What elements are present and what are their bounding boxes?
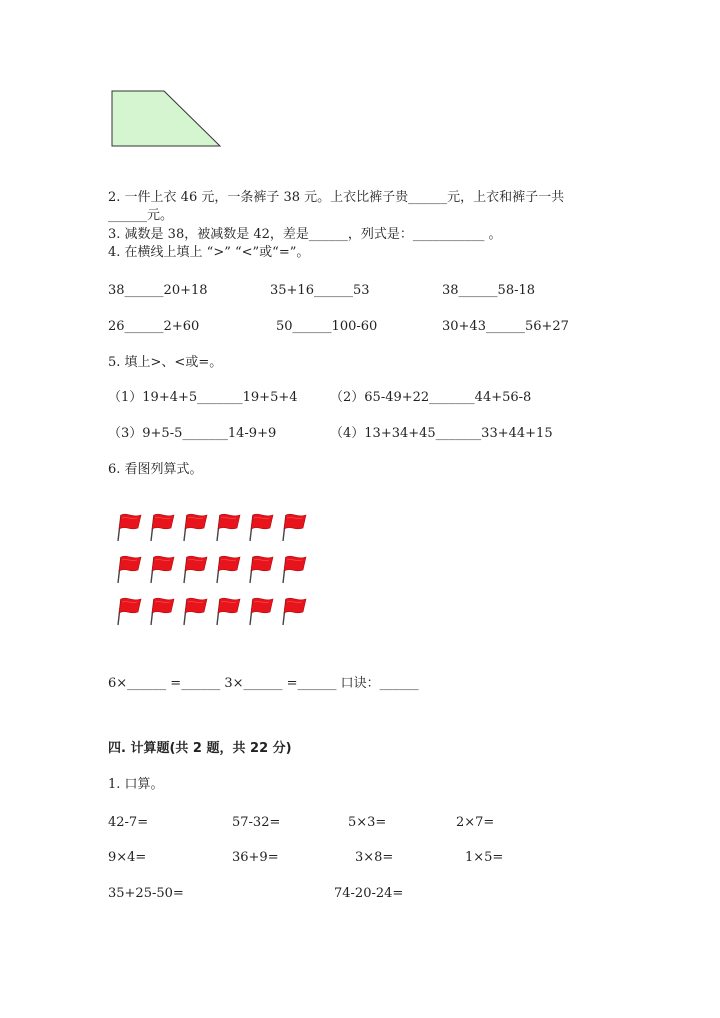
calc-row1-item4: 2×7= xyxy=(456,815,495,830)
section4-heading: 四. 计算题(共 2 题，共 22 分) xyxy=(108,741,292,756)
red-flag-icon xyxy=(116,554,144,584)
q4-title: 4. 在横线上填上 “>” “<”或“=”。 xyxy=(108,245,310,260)
q6-title: 6. 看图列算式。 xyxy=(108,462,203,477)
calc-row2-item2: 36+9= xyxy=(232,850,279,865)
calc-row2-item4: 1×5= xyxy=(465,850,504,865)
trapezoid-figure xyxy=(110,88,224,150)
q4-row1-item1: 38______20+18 xyxy=(108,283,208,298)
q6-answer-line: 6×______ =______ 3×______ =______ 口诀：______ xyxy=(108,676,419,691)
red-flag-icon xyxy=(116,596,144,626)
q2-line1: 2. 一件上衣 46 元，一条裤子 38 元。上衣比裤子贵______元，上衣和裤子一共 xyxy=(108,190,565,205)
red-flag-icon xyxy=(149,512,177,542)
red-flag-icon xyxy=(248,512,276,542)
q2-line2: ______元。 xyxy=(108,208,174,223)
calc-row2-item1: 9×4= xyxy=(108,850,147,865)
q5-item3: （3）9+5-5_______14-9+9 xyxy=(108,426,277,441)
calc-row1-item1: 42-7= xyxy=(108,815,149,830)
q5-item4: （4）13+34+45_______33+44+15 xyxy=(330,426,553,441)
calc-row3-item1: 35+25-50= xyxy=(108,886,184,901)
red-flag-icon xyxy=(182,554,210,584)
calc-row1-item3: 5×3= xyxy=(348,815,387,830)
section4-q1-title: 1. 口算。 xyxy=(108,777,164,792)
red-flag-icon xyxy=(182,596,210,626)
q4-row2-item3: 30+43______56+27 xyxy=(442,319,569,334)
red-flag-icon xyxy=(281,596,309,626)
red-flag-icon xyxy=(182,512,210,542)
q4-row2-item1: 26______2+60 xyxy=(108,319,200,334)
red-flag-icon xyxy=(248,554,276,584)
red-flag-icon xyxy=(215,596,243,626)
q4-row1-item3: 38______58-18 xyxy=(442,283,536,298)
q5-item1: （1）19+4+5_______19+5+4 xyxy=(108,390,298,405)
red-flag-icon xyxy=(215,512,243,542)
flag-grid xyxy=(116,512,316,632)
calc-row3-item2: 74-20-24= xyxy=(334,886,404,901)
calc-row2-item3: 3×8= xyxy=(355,850,394,865)
trapezoid-shape xyxy=(112,91,220,146)
q4-row2-item2: 50______100-60 xyxy=(276,319,378,334)
red-flag-icon xyxy=(149,596,177,626)
q5-title: 5. 填上>、<或=。 xyxy=(108,355,223,370)
red-flag-icon xyxy=(281,512,309,542)
red-flag-icon xyxy=(215,554,243,584)
q4-row1-item2: 35+16______53 xyxy=(270,283,370,298)
red-flag-icon xyxy=(149,554,177,584)
red-flag-icon xyxy=(248,596,276,626)
calc-row1-item2: 57-32= xyxy=(232,815,281,830)
q5-item2: （2）65-49+22_______44+56-8 xyxy=(330,390,532,405)
red-flag-icon xyxy=(281,554,309,584)
red-flag-icon xyxy=(116,512,144,542)
q3-text: 3. 减数是 38，被减数是 42，差是______，列式是：___________ 。 xyxy=(108,227,502,242)
